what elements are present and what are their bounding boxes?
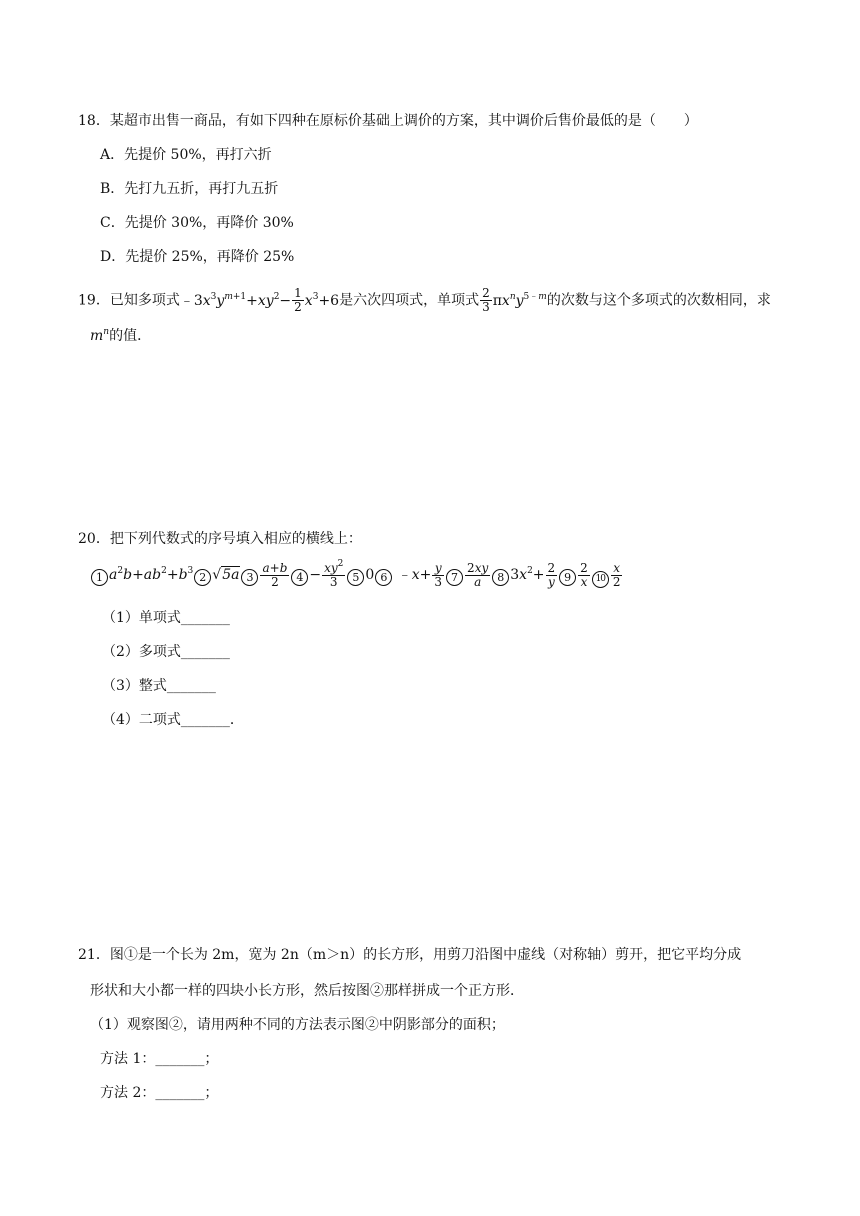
- fraction-two-thirds: $\frac{2}{3}$: [482, 286, 490, 314]
- fraction-2-over-y: $\frac{2}{y}$: [547, 560, 556, 589]
- question-19-text-4: 的值．: [109, 328, 152, 344]
- m-power-n-expression: $m^n$: [90, 327, 110, 344]
- question-21-line-1: [78, 945, 741, 965]
- question-21-method-2-blank: 方法 2：_______；: [100, 1085, 219, 1101]
- circled-number-1: 1: [91, 569, 108, 586]
- circled-number-2: 2: [194, 569, 211, 586]
- question-18-option-d: D．先提价 25%，再降价 25%: [100, 249, 295, 265]
- fraction-one-half: $\frac{1}{2}$: [294, 286, 302, 314]
- circled-number-9: 9: [559, 569, 576, 586]
- question-20-integral-expression-blank: （3）整式_______: [102, 678, 216, 694]
- question-18-number: 18．: [78, 113, 110, 129]
- fraction-a-plus-b-over-2: $\frac{a+b}{2}$: [262, 560, 288, 589]
- question-21-subquestion-1: （1）观察图②，请用两种不同的方法表示图②中阴影部分的面积；: [90, 1017, 505, 1033]
- question-18-stem: [78, 111, 698, 131]
- fraction-xy2-over-3: $\frac{xy^2}{3}$: [324, 558, 344, 589]
- question-20-polynomial-blank: （2）多项式_______: [102, 644, 230, 660]
- circled-number-8: 8: [492, 569, 509, 586]
- question-19-text-2: 是六次四项式，单项式: [339, 292, 480, 309]
- question-21-number: 21．: [78, 947, 110, 963]
- question-21-method-1-blank: 方法 1：_______；: [100, 1051, 219, 1067]
- circled-number-3: 3: [241, 569, 258, 586]
- circled-number-4: 4: [291, 569, 308, 586]
- fraction-2-over-x: $\frac{2}{x}$: [580, 560, 588, 589]
- question-20-stem: [78, 529, 362, 549]
- question-20-monomial-blank: （1）单项式_______: [102, 610, 230, 626]
- monomial-expression: $\frac{2}{3}$ $\pi x^ny^{5﹣m}$: [482, 286, 547, 314]
- fraction-2xy-over-a: $\frac{2xy}{a}$: [467, 560, 489, 589]
- question-19-text-1: 已知多项式: [109, 292, 180, 309]
- question-18-option-a: A．先提价 50%，再打六折: [100, 147, 272, 163]
- question-21-text-line-1: 图①是一个长为 2m，宽为 2n（m＞n）的长方形，用剪刀沿图中虚线（对称轴）剪开，把它平均分成: [109, 947, 742, 963]
- question-20-text: 把下列代数式的序号填入相应的横线上：: [109, 531, 362, 547]
- polynomial-expression: $﹣3x^3y^{m+1}+xy^2-$ $\frac{1}{2}$ $x^3+6$: [179, 286, 340, 314]
- question-20-expression-list: 1 $a^2b+ab^2+b^3$ 2 √5a 3 $\frac{a+b}{2}$ 4 − $\frac{xy^2}{3}$ 5 0 6 ﹣x+ $\frac{y}{3}$ 7 $\frac{2xy}{a}$ 8 $3x^2+$ $\frac{2}{y}$ 9 $\frac{2}{x}$ 10 $\frac{x}{2}$: [90, 560, 623, 590]
- fraction-y-over-3: $\frac{y}{3}$: [434, 560, 443, 589]
- fraction-x-over-2: $\frac{x}{2}$: [612, 560, 621, 589]
- circled-number-6: 6: [375, 569, 392, 586]
- question-19-text-3: 的次数与这个多项式的次数相同，求: [546, 292, 771, 309]
- circled-number-10: 10: [592, 571, 609, 588]
- question-19-number: 19．: [78, 292, 110, 309]
- question-18-option-c: C．先提价 30%，再降价 30%: [100, 215, 294, 231]
- square-root-expression: √5a: [212, 567, 240, 583]
- question-18-option-b: B．先打九五折，再打九五折: [100, 181, 279, 197]
- question-20-binomial-blank: （4）二项式_______．: [102, 712, 244, 728]
- circled-number-5: 5: [347, 569, 364, 586]
- question-21-text-line-2: 形状和大小都一样的四块小长方形，然后按图②那样拼成一个正方形．: [90, 983, 524, 999]
- question-18-text: 某超市出售一商品，有如下四种在原标价基础上调价的方案，其中调价后售价最低的是（ ）: [109, 113, 698, 129]
- question-19-line-1: [78, 287, 771, 314]
- question-19-line-2: [90, 326, 151, 346]
- question-20-number: 20．: [78, 531, 110, 547]
- circled-number-7: 7: [446, 569, 463, 586]
